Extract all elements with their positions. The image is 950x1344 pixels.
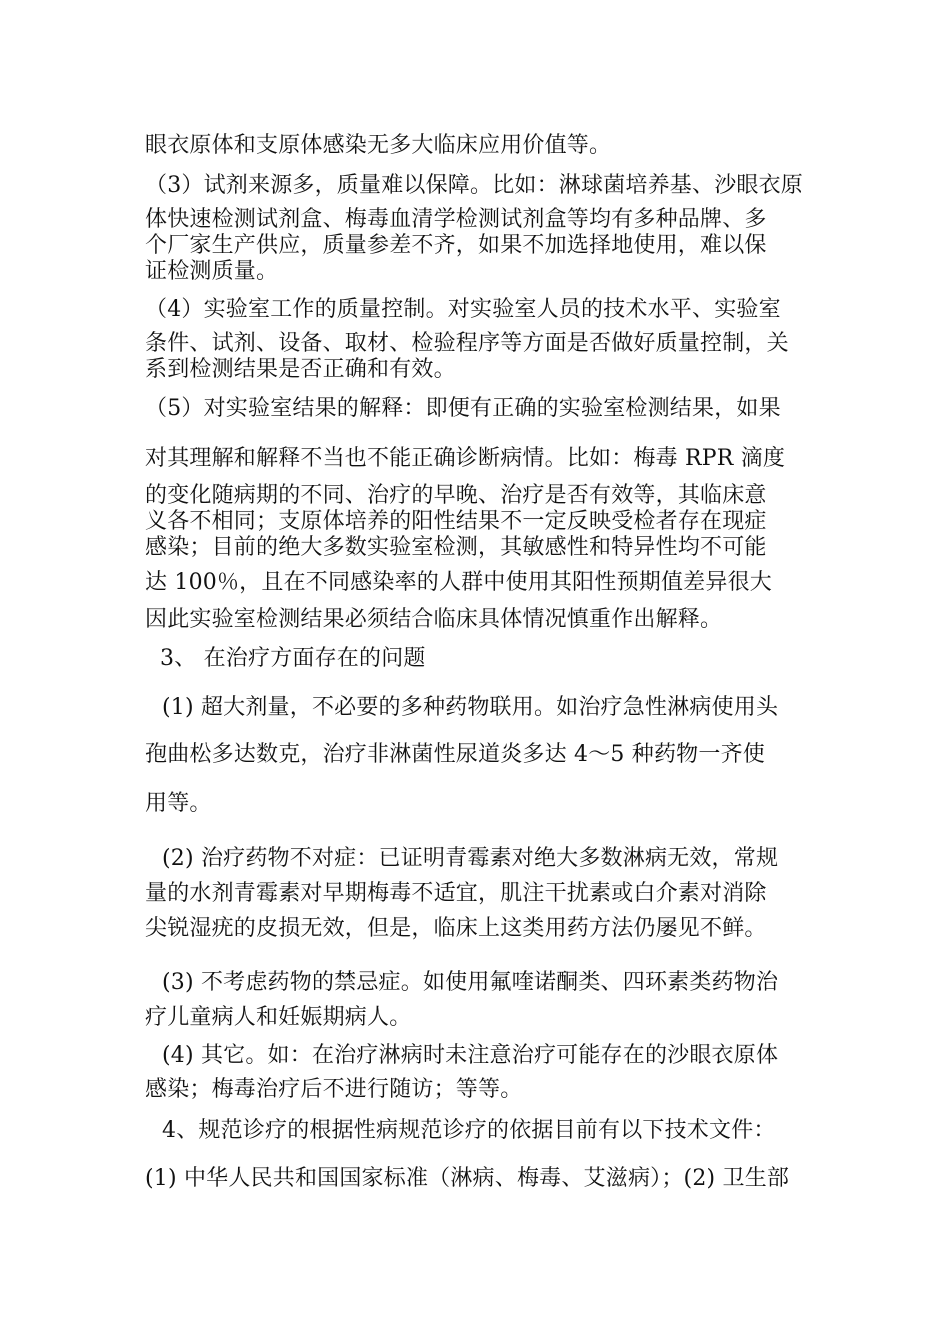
- text-line: 的变化随病期的不同、治疗的早晚、治疗是否有效等，其临床意: [145, 483, 767, 508]
- text-line: 证检测质量。: [145, 259, 279, 284]
- text-line: 达 100％，且在不同感染率的人群中使用其阳性预期值差异很大: [145, 570, 772, 595]
- text-line: (3) 不考虑药物的禁忌症。如使用氟喹诺酮类、四环素类药物治: [162, 970, 779, 995]
- text-line: 条件、试剂、设备、取材、检验程序等方面是否做好质量控制，关: [145, 331, 789, 356]
- text-line: (2) 治疗药物不对症：已证明青霉素对绝大多数淋病无效，常规: [162, 846, 779, 871]
- text-line: 感染；目前的绝大多数实验室检测，其敏感性和特异性均不可能: [145, 535, 767, 560]
- text-line: （4）实验室工作的质量控制。对实验室人员的技术水平、实验室: [145, 297, 781, 322]
- text-line: (4) 其它。如：在治疗淋病时未注意治疗可能存在的沙眼衣原体: [162, 1043, 779, 1068]
- text-line: (1) 超大剂量，不必要的多种药物联用。如治疗急性淋病使用头: [162, 695, 779, 720]
- section-heading: 3、 在治疗方面存在的问题: [160, 646, 426, 671]
- text-line: 个厂家生产供应，质量参差不齐，如果不加选择地使用，难以保: [145, 233, 767, 258]
- text-line: 体快速检测试剂盒、梅毒血清学检测试剂盒等均有多种品牌、多: [145, 207, 767, 232]
- text-line: 用等。: [145, 791, 212, 816]
- text-line: 疗儿童病人和妊娠期病人。: [145, 1005, 412, 1030]
- text-line: 尖锐湿疣的皮损无效，但是，临床上这类用药方法仍屡见不鲜。: [145, 916, 767, 941]
- text-line: 眼衣原体和支原体感染无多大临床应用价值等。: [145, 133, 612, 158]
- section-heading: 4、规范诊疗的根据性病规范诊疗的依据目前有以下技术文件：: [162, 1118, 776, 1143]
- text-line: 孢曲松多达数克，治疗非淋菌性尿道炎多达 4～5 种药物一齐使: [145, 742, 765, 767]
- text-line: 对其理解和解释不当也不能正确诊断病情。比如：梅毒 RPR 滴度: [145, 446, 786, 471]
- text-line: 量的水剂青霉素对早期梅毒不适宜，肌注干扰素或白介素对消除: [145, 881, 767, 906]
- text-line: (1) 中华人民共和国国家标准（淋病、梅毒、艾滋病）；(2) 卫生部: [145, 1166, 790, 1191]
- text-line: （5）对实验室结果的解释：即便有正确的实验室检测结果，如果: [145, 396, 781, 421]
- text-line: 感染；梅毒治疗后不进行随访；等等。: [145, 1077, 523, 1102]
- text-line: 系到检测结果是否正确和有效。: [145, 357, 456, 382]
- text-line: 因此实验室检测结果必须结合临床具体情况慎重作出解释。: [145, 607, 723, 632]
- text-line: （3）试剂来源多，质量难以保障。比如：淋球菌培养基、沙眼衣原: [145, 173, 803, 198]
- text-line: 义各不相同；支原体培养的阳性结果不一定反映受检者存在现症: [145, 509, 767, 534]
